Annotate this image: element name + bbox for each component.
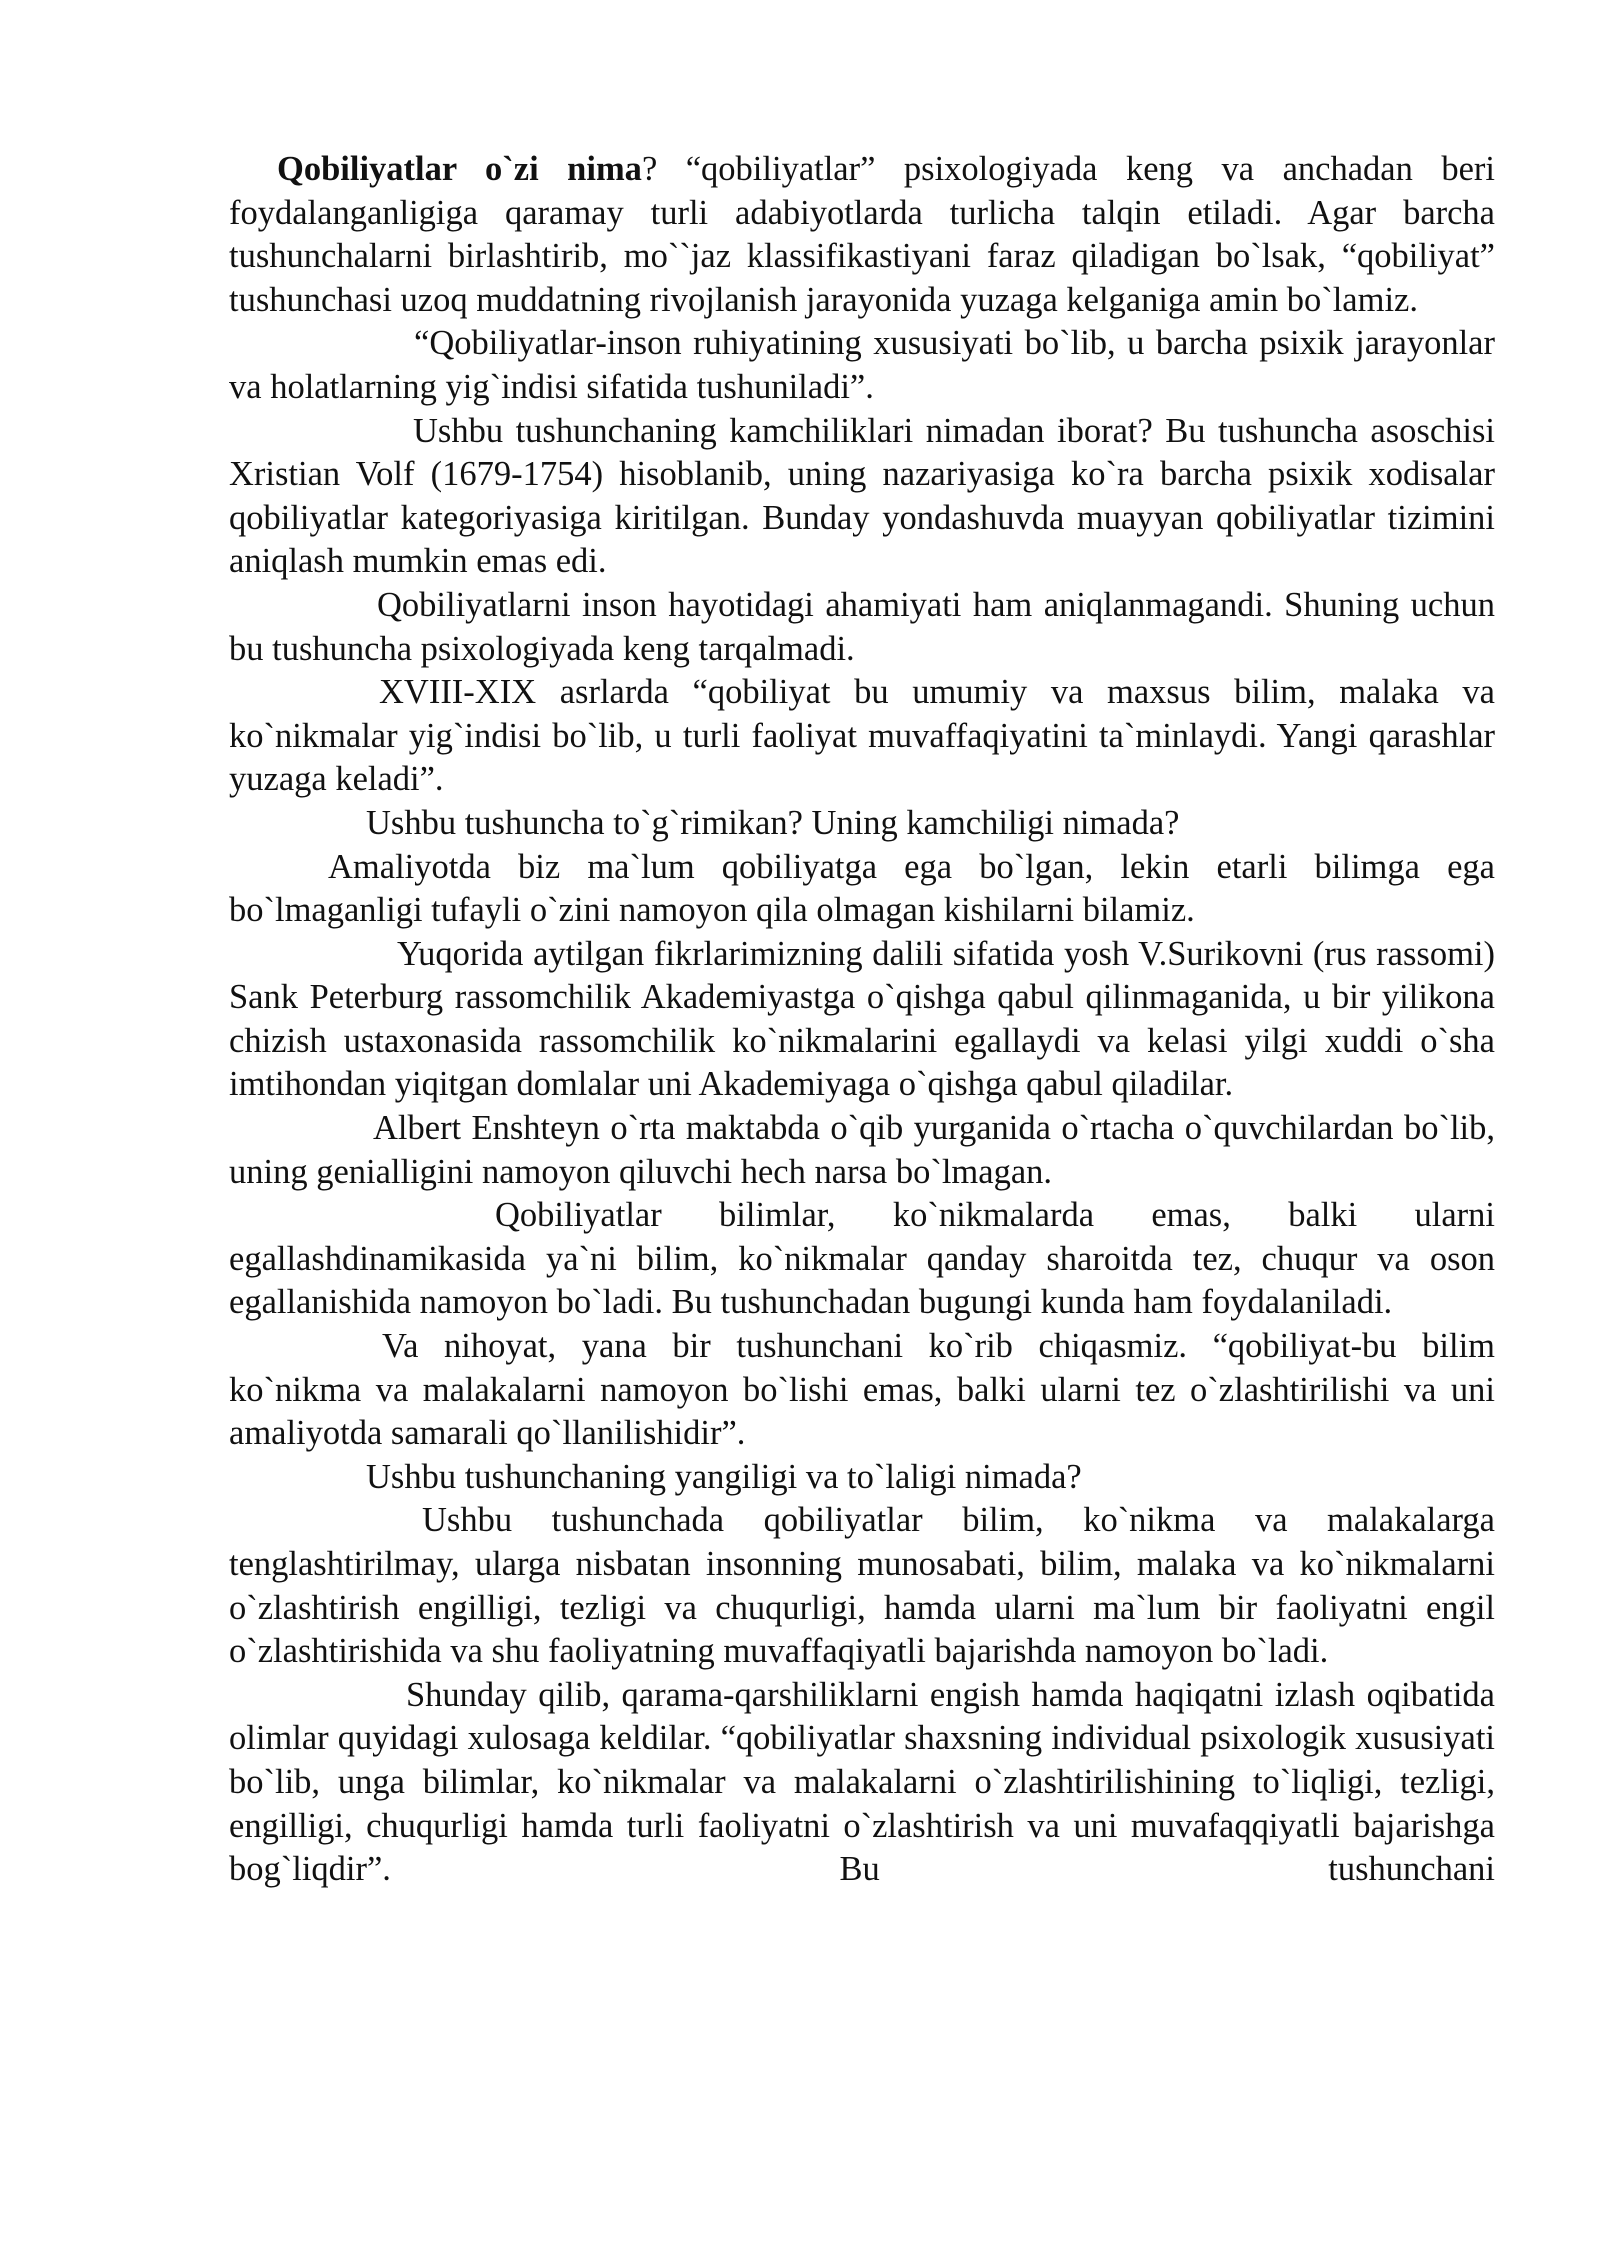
paragraph-6: Ushbu tushuncha to`g`rimikan? Uning kamchiligi nimada? [366,803,1180,842]
paragraph-1 [229,148,1495,322]
paragraph-14: Shunday qilib, qarama-qarshiliklarni engish hamda haqiqatni izlash oqibatida olimlar quyidagi xulosaga keldilar. “qobiliyatlar shaxsning individual psixologik xususiyati bo`lib, unga bilimlar, ko`nikmalar va malakalarni o`zlashtirilishining to`liqligi, tezligi, engilligi, chuqurligi hamda turli faoliyatni o`zlashtirish va uni muvafaqqiyatli bajarishga bog`liqdir”. Bu tushunchani [229,1675,1495,1889]
paragraph-1-text: ? “qobiliyatlar” psixologiyada keng va anchadan beri foydalanganligiga qaramay turli adabiyotlarda turlicha talqin etiladi. Agar barcha tushunchalarni birlashtirib, mo``jaz klassifikastiyani faraz qiladigan bo`lsak, “qobiliyat” tushunchasi uzoq muddatning rivojlanish jarayonida yuzaga kelganiga amin bo`lamiz. [229,150,1495,319]
paragraph-9: Albert Enshteyn o`rta maktabda o`qib yurganida o`rtacha o`quvchilardan bo`lib, uning genialligini namoyon qiluvchi hech narsa bo`lmagan. [229,1109,1495,1191]
document-body [229,148,1495,1892]
paragraph-5: XVIII-XIX asrlarda “qobiliyat bu umumiy va maxsus bilim, malaka va ko`nikmalar yig`indisi bo`lib, u turli faoliyat muvaffaqiyatini ta`minlaydi. Yangi qarashlar yuzaga keladi”. [229,673,1495,799]
paragraph-11: Va nihoyat, yana bir tushunchani ko`rib chiqasmiz. “qobiliyat-bu bilim ko`nikma va malakalarni namoyon bo`lishi emas, balki ularni tez o`zlashtirilishi va uni amaliyotda samarali qo`llanilishidir”. [229,1327,1495,1453]
paragraph-2: “Qobiliyatlar-inson ruhiyatining xususiyati bo`lib, u barcha psixik jarayonlar va holatlarning yig`indisi sifatida tushuniladi”. [229,324,1495,406]
paragraph-7: Amaliyotda biz ma`lum qobiliyatga ega bo`lgan, lekin etarli bilimga ega bo`lmaganligi tufayli o`zini namoyon qila olmagan kishilarni bilamiz. [229,847,1495,930]
paragraph-1-heading: Qobiliyatlar o`zi nima [277,150,642,188]
paragraph-13: Ushbu tushunchada qobiliyatlar bilim, ko`nikma va malakalarga tenglashtirilmay, ularga nisbatan insonning munosabati, bilim, malaka va ko`nikmalarni o`zlashtirish engilligi, tezligi va chuqurligi, hamda ularni ma`lum bir faoliyatni engil o`zlashtirishida va shu faoliyatning muvaffaqiyatli bajarishda namoyon bo`ladi. [229,1501,1495,1671]
paragraph-4: Qobiliyatlarni inson hayotidagi ahamiyati ham aniqlanmagandi. Shuning uchun bu tushuncha psixologiyada keng tarqalmadi. [229,585,1495,668]
paragraph-8: Yuqorida aytilgan fikrlarimizning dalili sifatida yosh V.Surikovni (rus rassomi) Sank Peterburg rassomchilik Akademiyastga o`qishga qabul qilinmaganida, u bir yilikona chizish ustaxonasida rassomchilik ko`nikmalarini egallaydi va kelasi yilgi xuddi o`sha imtihondan yiqitgan domlalar uni Akademiyaga o`qishga qabul qiladilar. [229,934,1495,1104]
paragraph-12: Ushbu tushunchaning yangiligi va to`laligi nimada? [366,1457,1082,1496]
paragraph-10: Qobiliyatlar bilimlar, ko`nikmalarda emas, balki ularni egallashdinamikasida ya`ni bilim, ko`nikmalar qanday sharoitda tez, chuqur va oson egallanishida namoyon bo`ladi. Bu tushunchadan bugungi kunda ham foydalaniladi. [229,1196,1495,1322]
paragraph-3: Ushbu tushunchaning kamchiliklari nimadan iborat? Bu tushuncha asoschisi Xristian Volf (1679-1754) hisoblanib, uning nazariyasiga ko`ra barcha psixik xodisalar qobiliyatlar kategoriyasiga kiritilgan. Bunday yondashuvda muayyan qobiliyatlar tizimini aniqlash mumkin emas edi. [229,411,1495,581]
